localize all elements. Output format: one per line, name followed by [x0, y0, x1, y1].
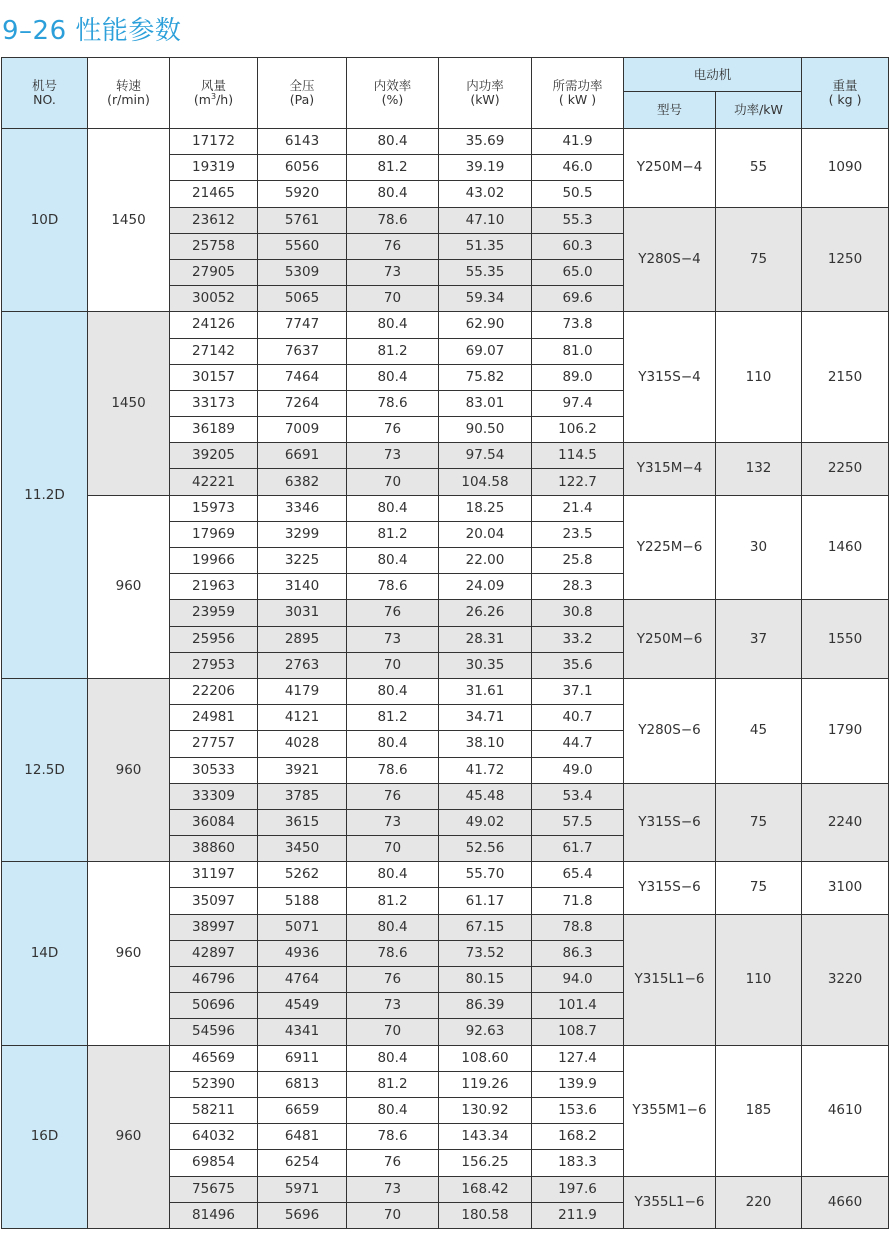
cell-weight: 1790: [802, 678, 889, 783]
cell-required-power: 89.0: [532, 364, 624, 390]
cell-internal-power: 119.26: [439, 1071, 532, 1097]
cell-weight: 4660: [802, 1176, 889, 1228]
cell-pressure: 4121: [258, 705, 347, 731]
cell-efficiency: 80.4: [347, 495, 439, 521]
cell-internal-power: 22.00: [439, 548, 532, 574]
cell-motor-type: Y250M−6: [624, 600, 716, 679]
cell-pressure: 4179: [258, 678, 347, 704]
cell-required-power: 168.2: [532, 1124, 624, 1150]
cell-pressure: 3615: [258, 809, 347, 835]
table-row: [2, 862, 889, 888]
cell-required-power: 78.8: [532, 914, 624, 940]
cell-required-power: 41.9: [532, 129, 624, 155]
cell-required-power: 86.3: [532, 940, 624, 966]
cell-internal-power: 168.42: [439, 1176, 532, 1202]
cell-flow: 33173: [170, 390, 258, 416]
cell-flow: 81496: [170, 1202, 258, 1228]
cell-required-power: 153.6: [532, 1097, 624, 1123]
cell-motor-power: 75: [716, 207, 802, 312]
cell-weight: 4610: [802, 1045, 889, 1176]
cell-internal-power: 28.31: [439, 626, 532, 652]
header-weight: 重量 ( kg ): [802, 58, 889, 129]
cell-internal-power: 69.07: [439, 338, 532, 364]
cell-efficiency: 81.2: [347, 1071, 439, 1097]
cell-flow: 24126: [170, 312, 258, 338]
cell-internal-power: 45.48: [439, 783, 532, 809]
cell-flow: 27953: [170, 652, 258, 678]
cell-internal-power: 59.34: [439, 286, 532, 312]
cell-efficiency: 80.4: [347, 364, 439, 390]
cell-efficiency: 73: [347, 626, 439, 652]
header-speed: 转速 (r/min): [88, 58, 170, 129]
cell-internal-power: 52.56: [439, 836, 532, 862]
cell-efficiency: 73: [347, 809, 439, 835]
cell-flow: 17969: [170, 521, 258, 547]
cell-efficiency: 73: [347, 1176, 439, 1202]
cell-flow: 23959: [170, 600, 258, 626]
cell-pressure: 5309: [258, 259, 347, 285]
cell-pressure: 5971: [258, 1176, 347, 1202]
cell-pressure: 6143: [258, 129, 347, 155]
cell-pressure: 6382: [258, 469, 347, 495]
cell-flow: 30157: [170, 364, 258, 390]
cell-internal-power: 180.58: [439, 1202, 532, 1228]
cell-efficiency: 76: [347, 967, 439, 993]
cell-flow: 30533: [170, 757, 258, 783]
cell-flow: 19966: [170, 548, 258, 574]
cell-internal-power: 86.39: [439, 993, 532, 1019]
cell-pressure: 5696: [258, 1202, 347, 1228]
cell-motor-power: 37: [716, 600, 802, 679]
cell-model-no: 11.2D: [2, 312, 88, 679]
cell-flow: 42897: [170, 940, 258, 966]
cell-flow: 17172: [170, 129, 258, 155]
cell-required-power: 122.7: [532, 469, 624, 495]
table-row: [2, 1045, 889, 1071]
cell-internal-power: 18.25: [439, 495, 532, 521]
cell-motor-type: Y315L1−6: [624, 914, 716, 1045]
cell-pressure: 2895: [258, 626, 347, 652]
cell-speed: 1450: [88, 312, 170, 495]
cell-required-power: 97.4: [532, 390, 624, 416]
cell-flow: 38860: [170, 836, 258, 862]
cell-pressure: 2763: [258, 652, 347, 678]
cell-efficiency: 70: [347, 469, 439, 495]
cell-weight: 1250: [802, 207, 889, 312]
cell-motor-type: Y280S−6: [624, 678, 716, 783]
cell-flow: 50696: [170, 993, 258, 1019]
cell-pressure: 4549: [258, 993, 347, 1019]
cell-motor-type: Y315S−6: [624, 783, 716, 862]
cell-motor-power: 185: [716, 1045, 802, 1176]
cell-flow: 33309: [170, 783, 258, 809]
cell-required-power: 28.3: [532, 574, 624, 600]
cell-required-power: 21.4: [532, 495, 624, 521]
cell-pressure: 5761: [258, 207, 347, 233]
cell-flow: 69854: [170, 1150, 258, 1176]
cell-required-power: 53.4: [532, 783, 624, 809]
cell-required-power: 101.4: [532, 993, 624, 1019]
table-row: [2, 495, 889, 521]
cell-flow: 58211: [170, 1097, 258, 1123]
cell-required-power: 55.3: [532, 207, 624, 233]
cell-internal-power: 104.58: [439, 469, 532, 495]
page-title: 9–26 性能参数: [2, 16, 182, 46]
cell-required-power: 81.0: [532, 338, 624, 364]
table-body: [2, 129, 889, 1229]
table-row: [2, 678, 889, 704]
cell-internal-power: 39.19: [439, 155, 532, 181]
cell-efficiency: 80.4: [347, 1097, 439, 1123]
cell-internal-power: 31.61: [439, 678, 532, 704]
cell-required-power: 94.0: [532, 967, 624, 993]
cell-efficiency: 78.6: [347, 574, 439, 600]
cell-required-power: 73.8: [532, 312, 624, 338]
cell-speed: 960: [88, 1045, 170, 1228]
header-required-power: 所需功率 ( kW ): [532, 58, 624, 129]
cell-internal-power: 26.26: [439, 600, 532, 626]
cell-efficiency: 78.6: [347, 1124, 439, 1150]
cell-efficiency: 80.4: [347, 731, 439, 757]
cell-pressure: 6659: [258, 1097, 347, 1123]
cell-internal-power: 30.35: [439, 652, 532, 678]
cell-required-power: 60.3: [532, 233, 624, 259]
cell-motor-type: Y315S−4: [624, 312, 716, 443]
cell-flow: 31197: [170, 862, 258, 888]
cell-efficiency: 81.2: [347, 705, 439, 731]
cell-required-power: 61.7: [532, 836, 624, 862]
cell-flow: 52390: [170, 1071, 258, 1097]
cell-weight: 3220: [802, 914, 889, 1045]
cell-pressure: 4341: [258, 1019, 347, 1045]
cell-efficiency: 81.2: [347, 888, 439, 914]
cell-required-power: 49.0: [532, 757, 624, 783]
table-header: [2, 58, 889, 129]
cell-efficiency: 70: [347, 652, 439, 678]
cell-internal-power: 35.69: [439, 129, 532, 155]
cell-internal-power: 75.82: [439, 364, 532, 390]
cell-motor-type: Y280S−4: [624, 207, 716, 312]
cell-internal-power: 130.92: [439, 1097, 532, 1123]
cell-motor-type: Y355L1−6: [624, 1176, 716, 1228]
cell-internal-power: 51.35: [439, 233, 532, 259]
cell-internal-power: 24.09: [439, 574, 532, 600]
cell-efficiency: 81.2: [347, 338, 439, 364]
cell-efficiency: 78.6: [347, 207, 439, 233]
cell-efficiency: 76: [347, 600, 439, 626]
cell-pressure: 3031: [258, 600, 347, 626]
cell-efficiency: 80.4: [347, 914, 439, 940]
cell-required-power: 108.7: [532, 1019, 624, 1045]
cell-efficiency: 78.6: [347, 757, 439, 783]
cell-pressure: 4936: [258, 940, 347, 966]
cell-required-power: 37.1: [532, 678, 624, 704]
cell-internal-power: 41.72: [439, 757, 532, 783]
cell-efficiency: 70: [347, 1202, 439, 1228]
cell-efficiency: 80.4: [347, 548, 439, 574]
cell-internal-power: 55.70: [439, 862, 532, 888]
cell-internal-power: 34.71: [439, 705, 532, 731]
cell-efficiency: 80.4: [347, 129, 439, 155]
cell-pressure: 4764: [258, 967, 347, 993]
header-efficiency: 内效率 (%): [347, 58, 439, 129]
cell-weight: 1090: [802, 129, 889, 208]
cell-internal-power: 47.10: [439, 207, 532, 233]
cell-flow: 27757: [170, 731, 258, 757]
cell-motor-type: Y355M1−6: [624, 1045, 716, 1176]
cell-motor-power: 30: [716, 495, 802, 600]
cell-efficiency: 70: [347, 286, 439, 312]
cell-flow: 39205: [170, 443, 258, 469]
cell-internal-power: 156.25: [439, 1150, 532, 1176]
cell-internal-power: 67.15: [439, 914, 532, 940]
cell-pressure: 6691: [258, 443, 347, 469]
cell-efficiency: 73: [347, 259, 439, 285]
cell-required-power: 46.0: [532, 155, 624, 181]
cell-efficiency: 80.4: [347, 181, 439, 207]
cell-internal-power: 20.04: [439, 521, 532, 547]
cell-pressure: 3921: [258, 757, 347, 783]
performance-table: [1, 57, 889, 1229]
cell-pressure: 3225: [258, 548, 347, 574]
cell-speed: 1450: [88, 129, 170, 312]
cell-efficiency: 76: [347, 783, 439, 809]
cell-required-power: 57.5: [532, 809, 624, 835]
cell-pressure: 6481: [258, 1124, 347, 1150]
cell-model-no: 12.5D: [2, 678, 88, 861]
cell-internal-power: 108.60: [439, 1045, 532, 1071]
cell-motor-power: 110: [716, 914, 802, 1045]
cell-pressure: 6911: [258, 1045, 347, 1071]
cell-efficiency: 80.4: [347, 862, 439, 888]
cell-required-power: 106.2: [532, 417, 624, 443]
cell-model-no: 10D: [2, 129, 88, 312]
cell-model-no: 16D: [2, 1045, 88, 1228]
cell-internal-power: 43.02: [439, 181, 532, 207]
cell-pressure: 5920: [258, 181, 347, 207]
cell-motor-power: 55: [716, 129, 802, 208]
cell-efficiency: 73: [347, 443, 439, 469]
cell-required-power: 127.4: [532, 1045, 624, 1071]
cell-flow: 64032: [170, 1124, 258, 1150]
cell-flow: 30052: [170, 286, 258, 312]
cell-pressure: 3299: [258, 521, 347, 547]
cell-motor-power: 45: [716, 678, 802, 783]
cell-flow: 36084: [170, 809, 258, 835]
header-model-no: 机号 NO.: [2, 58, 88, 129]
cell-required-power: 50.5: [532, 181, 624, 207]
cell-flow: 38997: [170, 914, 258, 940]
header-internal-power: 内功率 (kW): [439, 58, 532, 129]
cell-required-power: 23.5: [532, 521, 624, 547]
cell-internal-power: 61.17: [439, 888, 532, 914]
cell-weight: 1460: [802, 495, 889, 600]
cell-flow: 42221: [170, 469, 258, 495]
cell-required-power: 65.0: [532, 259, 624, 285]
cell-pressure: 6813: [258, 1071, 347, 1097]
cell-flow: 35097: [170, 888, 258, 914]
cell-weight: 3100: [802, 862, 889, 914]
cell-flow: 21465: [170, 181, 258, 207]
cell-pressure: 5065: [258, 286, 347, 312]
cell-pressure: 3450: [258, 836, 347, 862]
cell-efficiency: 81.2: [347, 155, 439, 181]
cell-pressure: 7637: [258, 338, 347, 364]
table-row: [2, 129, 889, 155]
cell-flow: 54596: [170, 1019, 258, 1045]
cell-internal-power: 80.15: [439, 967, 532, 993]
cell-speed: 960: [88, 495, 170, 678]
cell-motor-power: 132: [716, 443, 802, 495]
cell-efficiency: 78.6: [347, 940, 439, 966]
cell-motor-power: 220: [716, 1176, 802, 1228]
cell-efficiency: 80.4: [347, 312, 439, 338]
cell-motor-power: 110: [716, 312, 802, 443]
cell-efficiency: 81.2: [347, 521, 439, 547]
cell-flow: 23612: [170, 207, 258, 233]
cell-motor-power: 75: [716, 783, 802, 862]
cell-pressure: 6056: [258, 155, 347, 181]
header-motor-type: 型号: [624, 92, 716, 129]
cell-efficiency: 80.4: [347, 678, 439, 704]
cell-motor-type: Y250M−4: [624, 129, 716, 208]
cell-required-power: 183.3: [532, 1150, 624, 1176]
cell-flow: 22206: [170, 678, 258, 704]
cell-pressure: 7747: [258, 312, 347, 338]
cell-required-power: 65.4: [532, 862, 624, 888]
cell-internal-power: 49.02: [439, 809, 532, 835]
cell-motor-type: Y315S−6: [624, 862, 716, 914]
cell-flow: 25758: [170, 233, 258, 259]
cell-pressure: 6254: [258, 1150, 347, 1176]
cell-internal-power: 97.54: [439, 443, 532, 469]
cell-pressure: 3140: [258, 574, 347, 600]
cell-weight: 2250: [802, 443, 889, 495]
cell-pressure: 3346: [258, 495, 347, 521]
header-motor-power: 功率/kW: [716, 92, 802, 129]
cell-speed: 960: [88, 862, 170, 1045]
cell-efficiency: 73: [347, 993, 439, 1019]
cell-required-power: 25.8: [532, 548, 624, 574]
cell-flow: 25956: [170, 626, 258, 652]
cell-required-power: 71.8: [532, 888, 624, 914]
cell-required-power: 139.9: [532, 1071, 624, 1097]
cell-required-power: 40.7: [532, 705, 624, 731]
cell-required-power: 44.7: [532, 731, 624, 757]
cell-flow: 46796: [170, 967, 258, 993]
cell-pressure: 3785: [258, 783, 347, 809]
cell-flow: 27905: [170, 259, 258, 285]
cell-internal-power: 73.52: [439, 940, 532, 966]
cell-efficiency: 70: [347, 836, 439, 862]
cell-motor-power: 75: [716, 862, 802, 914]
cell-flow: 36189: [170, 417, 258, 443]
cell-model-no: 14D: [2, 862, 88, 1045]
cell-efficiency: 76: [347, 233, 439, 259]
cell-internal-power: 83.01: [439, 390, 532, 416]
cell-required-power: 211.9: [532, 1202, 624, 1228]
cell-flow: 15973: [170, 495, 258, 521]
cell-efficiency: 80.4: [347, 1045, 439, 1071]
cell-internal-power: 143.34: [439, 1124, 532, 1150]
cell-pressure: 7464: [258, 364, 347, 390]
cell-efficiency: 70: [347, 1019, 439, 1045]
cell-motor-type: Y315M−4: [624, 443, 716, 495]
cell-required-power: 114.5: [532, 443, 624, 469]
cell-flow: 24981: [170, 705, 258, 731]
cell-weight: 1550: [802, 600, 889, 679]
cell-efficiency: 76: [347, 417, 439, 443]
cell-required-power: 69.6: [532, 286, 624, 312]
cell-flow: 27142: [170, 338, 258, 364]
cell-pressure: 5188: [258, 888, 347, 914]
cell-flow: 21963: [170, 574, 258, 600]
cell-flow: 19319: [170, 155, 258, 181]
cell-weight: 2240: [802, 783, 889, 862]
cell-required-power: 197.6: [532, 1176, 624, 1202]
cell-internal-power: 62.90: [439, 312, 532, 338]
cell-internal-power: 90.50: [439, 417, 532, 443]
cell-flow: 46569: [170, 1045, 258, 1071]
cell-motor-type: Y225M−6: [624, 495, 716, 600]
cell-pressure: 5071: [258, 914, 347, 940]
cell-pressure: 7009: [258, 417, 347, 443]
header-pressure: 全压 (Pa): [258, 58, 347, 129]
cell-flow: 75675: [170, 1176, 258, 1202]
cell-weight: 2150: [802, 312, 889, 443]
cell-internal-power: 92.63: [439, 1019, 532, 1045]
cell-required-power: 30.8: [532, 600, 624, 626]
cell-internal-power: 55.35: [439, 259, 532, 285]
cell-internal-power: 38.10: [439, 731, 532, 757]
cell-efficiency: 78.6: [347, 390, 439, 416]
cell-pressure: 5262: [258, 862, 347, 888]
cell-required-power: 35.6: [532, 652, 624, 678]
cell-pressure: 5560: [258, 233, 347, 259]
cell-pressure: 7264: [258, 390, 347, 416]
header-motor: 电动机: [624, 58, 802, 92]
table-row: [2, 312, 889, 338]
cell-pressure: 4028: [258, 731, 347, 757]
header-flow: 风量 $(m^3/h)$: [170, 58, 258, 129]
cell-speed: 960: [88, 678, 170, 861]
cell-required-power: 33.2: [532, 626, 624, 652]
cell-efficiency: 76: [347, 1150, 439, 1176]
